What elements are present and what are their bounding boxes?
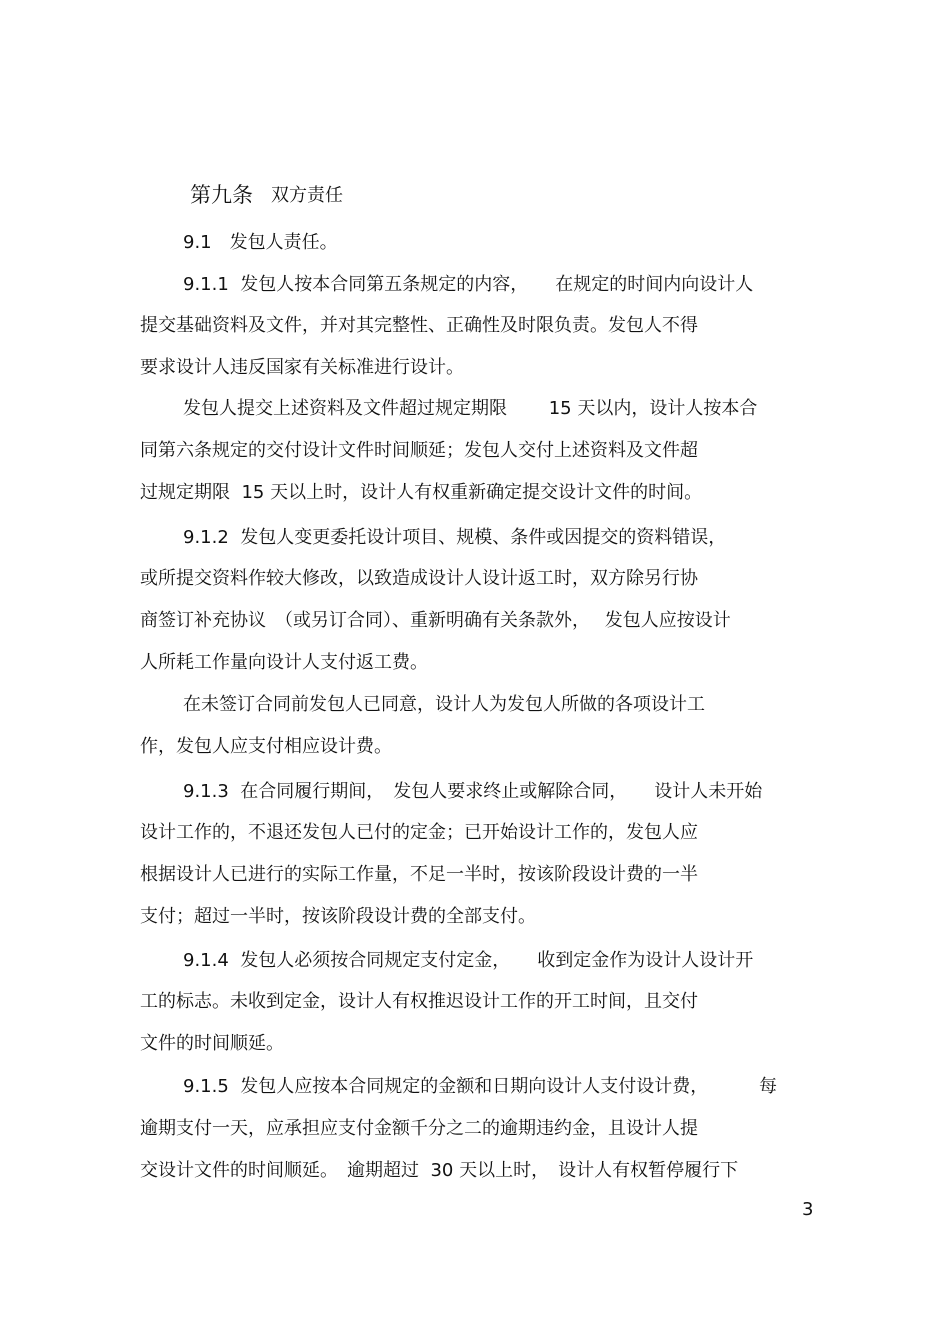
paragraph-line: 9.1.4 发包人必须按合同规定支付定金， 收到定金作为设计人设计开: [183, 950, 754, 971]
paragraph-line: 商签订补充协议 （或另订合同）、重新明确有关条款外， 发包人应按设计: [140, 610, 731, 631]
paragraph-line: 逾期支付一天，应承担应支付金额千分之二的逾期违约金，且设计人提: [140, 1118, 698, 1139]
paragraph-line: 发包人提交上述资料及文件超过规定期限 15 天以内，设计人按本合: [183, 398, 758, 419]
paragraph-line: 人所耗工作量向设计人支付返工费。: [140, 652, 428, 673]
paragraph-line: 9.1.5 发包人应按本合同规定的金额和日期向设计人支付设计费， 每: [183, 1076, 777, 1097]
paragraph-line: 9.1.1 发包人按本合同第五条规定的内容， 在规定的时间内向设计人: [183, 274, 754, 295]
paragraph-line: 作，发包人应支付相应设计费。: [140, 736, 392, 757]
paragraph-line: 工的标志。未收到定金，设计人有权推迟设计工作的开工时间，且交付: [140, 991, 698, 1012]
article-number: 第九条: [190, 183, 253, 207]
paragraph-line: 根据设计人已进行的实际工作量，不足一半时，按该阶段设计费的一半: [140, 864, 698, 885]
paragraph-line: 过规定期限 15 天以上时，设计人有权重新确定提交设计文件的时间。: [140, 482, 703, 503]
paragraph-line: 要求设计人违反国家有关标准进行设计。: [140, 357, 464, 378]
article-title: 双方责任: [271, 185, 343, 206]
paragraph-line: 或所提交资料作较大修改，以致造成设计人设计返工时，双方除另行协: [140, 568, 698, 589]
paragraph-line: 设计工作的，不退还发包人已付的定金；已开始设计工作的，发包人应: [140, 822, 698, 843]
page-number: 3: [802, 1199, 814, 1220]
paragraph-line: 9.1.3 在合同履行期间， 发包人要求终止或解除合同， 设计人未开始: [183, 781, 763, 802]
section-heading: 9.1 发包人责任。: [183, 232, 338, 253]
paragraph-line: 在未签订合同前发包人已同意，设计人为发包人所做的各项设计工: [183, 694, 705, 715]
paragraph-line: 同第六条规定的交付设计文件时间顺延；发包人交付上述资料及文件超: [140, 440, 698, 461]
paragraph-line: 交设计文件的时间顺延。 逾期超过 30 天以上时， 设计人有权暂停履行下: [140, 1160, 739, 1181]
paragraph-line: 文件的时间顺延。: [140, 1033, 284, 1054]
paragraph-line: 提交基础资料及文件，并对其完整性、正确性及时限负责。发包人不得: [140, 315, 698, 336]
paragraph-line: 支付；超过一半时，按该阶段设计费的全部支付。: [140, 906, 536, 927]
paragraph-line: 9.1.2 发包人变更委托设计项目、规模、条件或因提交的资料错误，: [183, 527, 727, 548]
